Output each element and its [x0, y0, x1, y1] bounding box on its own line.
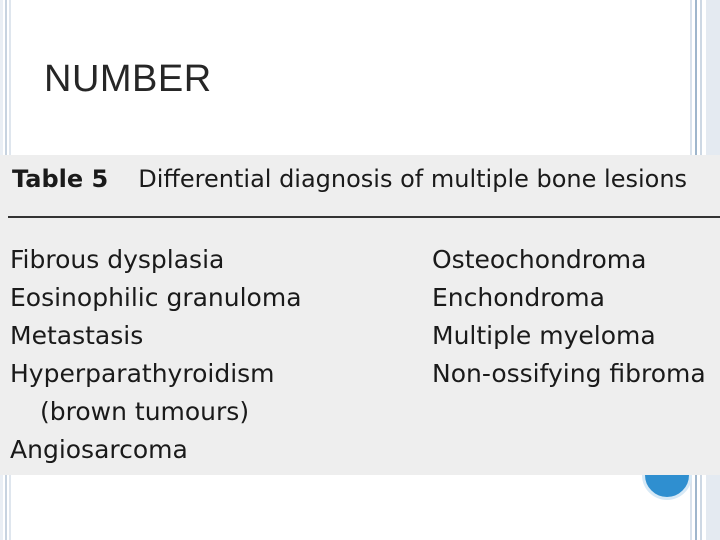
table-cell: Angiosarcoma — [10, 435, 188, 464]
table-cell: Hyperparathyroidism — [10, 359, 275, 388]
table-cell: (brown tumours) — [40, 397, 250, 426]
table-figure — [0, 155, 720, 475]
table-caption — [12, 165, 687, 193]
table-cell: Metastasis — [10, 321, 144, 350]
table-cell: Non-ossifying fibroma — [432, 359, 706, 388]
table-caption-text: Differential diagnosis of multiple bone lesions — [138, 165, 688, 193]
table-number: Table 5 — [12, 165, 109, 193]
table-cell: Osteochondroma — [432, 245, 647, 274]
table-right-column — [432, 241, 706, 393]
table-cell: Eosinophilic granuloma — [10, 283, 302, 312]
table-cell: Fibrous dysplasia — [10, 245, 225, 274]
table-header-rule — [8, 216, 720, 218]
table-cell: Enchondroma — [432, 283, 605, 312]
table-cell: Multiple myeloma — [432, 321, 656, 350]
table-left-column — [10, 241, 302, 469]
slide-title: NUMBER — [44, 58, 212, 100]
